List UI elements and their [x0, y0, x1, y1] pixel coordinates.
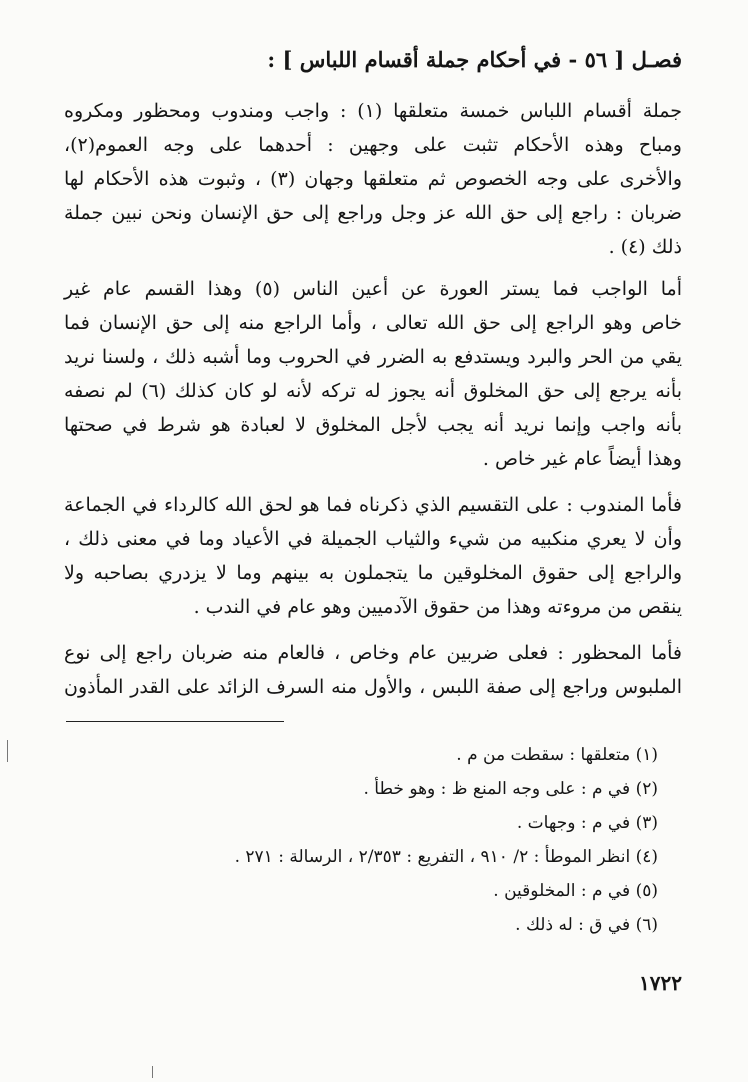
paragraph-3-line-3: والراجع إلى حقوق المخلوقين ما يتجملون به بينهم وما لا يزدري بصاحبه ولا [64, 562, 682, 584]
footnote-1: (١) متعلقها : سقطت من م . [456, 745, 658, 765]
paragraph-2-line-6: وهذا أيضاً عام غير خاص . [482, 448, 682, 470]
paragraph-2-line-2: خاص وهو الراجع إلى حق الله تعالى ، وأما الراجع منه إلى حق الإنسان فما [64, 312, 682, 334]
scan-mark [7, 740, 8, 762]
paragraph-3-line-2: وأن لا يعري منكبيه من شيء والثياب الجميلة في الأعياد وما في معنى ذلك ، [64, 528, 682, 550]
paragraph-1-line-1: جملة أقسام اللباس خمسة متعلقها (١) : واجب ومندوب ومحظور ومكروه [64, 100, 682, 122]
scan-mark [152, 1066, 153, 1078]
footnote-4: (٤) انظر الموطأ : ٢/ ٩١٠ ، التفريع : ٢/٣٥٣ ، الرسالة : ٢٧١ . [234, 847, 658, 867]
paragraph-1-line-2: ومباح وهذه الأحكام تثبت على وجهين : أحدهما على وجه العموم(٢)، [64, 134, 682, 156]
paragraph-2-line-5: بأنه واجب وإنما نريد أنه يجب لأجل المخلوق لا لعبادة هو شرط في صحتها [64, 414, 683, 436]
paragraph-4-line-1: فأما المحظور : فعلى ضربين عام وخاص ، فالعام منه ضربان راجع إلى نوع [64, 642, 682, 664]
paragraph-1-line-5: ذلك (٤) . [608, 236, 682, 258]
paragraph-2-line-1: أما الواجب فما يستر العورة عن أعين الناس (٥) وهذا القسم عام غير [64, 278, 682, 300]
paragraph-2-line-3: يقي من الحر والبرد ويستدفع به الضرر في الحروب وما أشبه ذلك ، ولسنا نريد [64, 346, 682, 368]
paragraph-3-line-4: ينقص من مروءته وهذا من حقوق الآدميين وهو عام في الندب . [193, 596, 682, 618]
footnote-2: (٢) في م : على وجه المنع ظ : وهو خطأ . [363, 779, 658, 799]
footnote-3: (٣) في م : وجهات . [516, 813, 658, 833]
section-heading: فصـل [ ٥٦ - في أحكام جملة أقسام اللباس ] : [267, 47, 682, 72]
paragraph-2-line-4: بأنه يرجع إلى حق المخلوق أنه يجوز له تركه لأنه لو كان كذلك (٦) لم نصفه [64, 380, 682, 402]
paragraph-1-line-4: ضربان : راجع إلى حق الله عز وجل وراجع إلى حق الإنسان ونحن نبين جملة [64, 202, 682, 224]
footnote-6: (٦) في ق : له ذلك . [515, 915, 658, 935]
paragraph-1-line-3: والأخرى على وجه الخصوص ثم متعلقها وجهان (٣) ، وثبوت هذه الأحكام لها [64, 168, 682, 190]
page-number: ١٧٢٢ [639, 971, 682, 995]
paragraph-3-line-1: فأما المندوب : على التقسيم الذي ذكرناه فما هو لحق الله كالرداء في الجماعة [64, 494, 682, 516]
paragraph-4-line-2: الملبوس وراجع إلى صفة اللبس ، والأول منه السرف الزائد على القدر المأذون [64, 676, 682, 698]
footnote-5: (٥) في م : المخلوقين . [493, 881, 658, 901]
footnote-divider [66, 721, 284, 722]
